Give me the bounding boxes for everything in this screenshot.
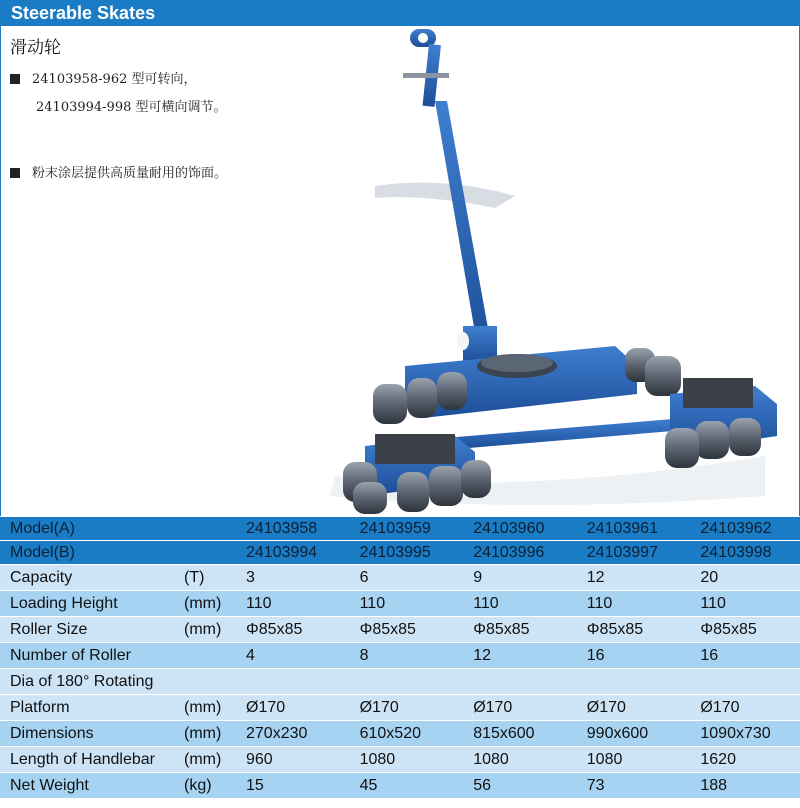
row-unit (170, 541, 232, 565)
cell: 73 (573, 773, 687, 799)
cell: 3 (232, 565, 346, 591)
row-label: Roller Size (0, 617, 170, 643)
cell: 4 (232, 643, 346, 669)
cell: 24103959 (346, 517, 460, 541)
table-row (0, 541, 800, 565)
cell: Ø170 (459, 695, 573, 721)
bullet-1-line-2: 24103994-998 型可横向调节。 (36, 100, 227, 115)
cell (573, 669, 687, 695)
row-label: Model(B) (0, 541, 170, 565)
table-row (0, 643, 800, 669)
table-row (0, 669, 800, 695)
cell: 990x600 (573, 721, 687, 747)
chinese-subtitle: 滑动轮 (10, 38, 61, 58)
cell: 1620 (686, 747, 800, 773)
bullet-item-1 (10, 68, 197, 87)
table-row (0, 591, 800, 617)
cell: 960 (232, 747, 346, 773)
cell: Ø170 (686, 695, 800, 721)
row-label: Dimensions (0, 721, 170, 747)
cell: 16 (573, 643, 687, 669)
cell: Φ85x85 (346, 617, 460, 643)
cell: 188 (686, 773, 800, 799)
cell: 24103998 (686, 541, 800, 565)
cell: 1080 (459, 747, 573, 773)
section-header (0, 0, 800, 26)
cell: 12 (573, 565, 687, 591)
cell: 110 (232, 591, 346, 617)
row-label: Number of Roller (0, 643, 170, 669)
cell: Φ85x85 (573, 617, 687, 643)
cell: 24103996 (459, 541, 573, 565)
cell: Ø170 (232, 695, 346, 721)
cell: 24103962 (686, 517, 800, 541)
bullet-item-2 (10, 162, 227, 181)
cell: 12 (459, 643, 573, 669)
cell: 20 (686, 565, 800, 591)
row-unit: (mm) (170, 591, 232, 617)
row-unit: (mm) (170, 695, 232, 721)
cell: Ø170 (573, 695, 687, 721)
cell: 110 (573, 591, 687, 617)
cell: 110 (346, 591, 460, 617)
row-label: Dia of 180° Rotating (0, 669, 170, 695)
bullet-1-line-1: 24103958-962 型可转向， (32, 72, 197, 87)
table-row (0, 721, 800, 747)
cell: Ø170 (346, 695, 460, 721)
cell: 270x230 (232, 721, 346, 747)
row-unit (170, 643, 232, 669)
cell: 24103995 (346, 541, 460, 565)
cell: 110 (686, 591, 800, 617)
row-unit: (kg) (170, 773, 232, 799)
row-label: Net Weight (0, 773, 170, 799)
cell: 16 (686, 643, 800, 669)
row-label: Platform (0, 695, 170, 721)
cell: 8 (346, 643, 460, 669)
bullet-2-text: 粉末涂层提供高质量耐用的饰面。 (32, 166, 228, 181)
table-row (0, 617, 800, 643)
cell: 24103994 (232, 541, 346, 565)
cell: 110 (459, 591, 573, 617)
cell: 24103961 (573, 517, 687, 541)
cell: 45 (346, 773, 460, 799)
steerable-skate-product-image (325, 26, 795, 514)
cell: 815x600 (459, 721, 573, 747)
table-row (0, 773, 800, 799)
cell: 1090x730 (686, 721, 800, 747)
cell (346, 669, 460, 695)
row-unit (170, 517, 232, 541)
row-label: Capacity (0, 565, 170, 591)
table-row (0, 747, 800, 773)
row-label: Model(A) (0, 517, 170, 541)
cell: 15 (232, 773, 346, 799)
table-row (0, 695, 800, 721)
cell: Φ85x85 (686, 617, 800, 643)
cell: 610x520 (346, 721, 460, 747)
cell: 1080 (346, 747, 460, 773)
row-unit: (mm) (170, 747, 232, 773)
section-title: Steerable Skates (11, 3, 156, 23)
bullet-square-icon (10, 168, 20, 178)
cell (686, 669, 800, 695)
table-row (0, 565, 800, 591)
cell: 1080 (573, 747, 687, 773)
row-unit: (T) (170, 565, 232, 591)
cell: 24103997 (573, 541, 687, 565)
specification-table (0, 516, 800, 798)
row-label: Length of Handlebar (0, 747, 170, 773)
row-unit: (mm) (170, 721, 232, 747)
cell: 56 (459, 773, 573, 799)
cell: Φ85x85 (232, 617, 346, 643)
cell (232, 669, 346, 695)
cell (459, 669, 573, 695)
row-label: Loading Height (0, 591, 170, 617)
table-row (0, 517, 800, 541)
bullet-square-icon (10, 74, 20, 84)
cell: 6 (346, 565, 460, 591)
cell: Φ85x85 (459, 617, 573, 643)
cell: 24103960 (459, 517, 573, 541)
cell: 9 (459, 565, 573, 591)
row-unit (170, 669, 232, 695)
cell: 24103958 (232, 517, 346, 541)
row-unit: (mm) (170, 617, 232, 643)
